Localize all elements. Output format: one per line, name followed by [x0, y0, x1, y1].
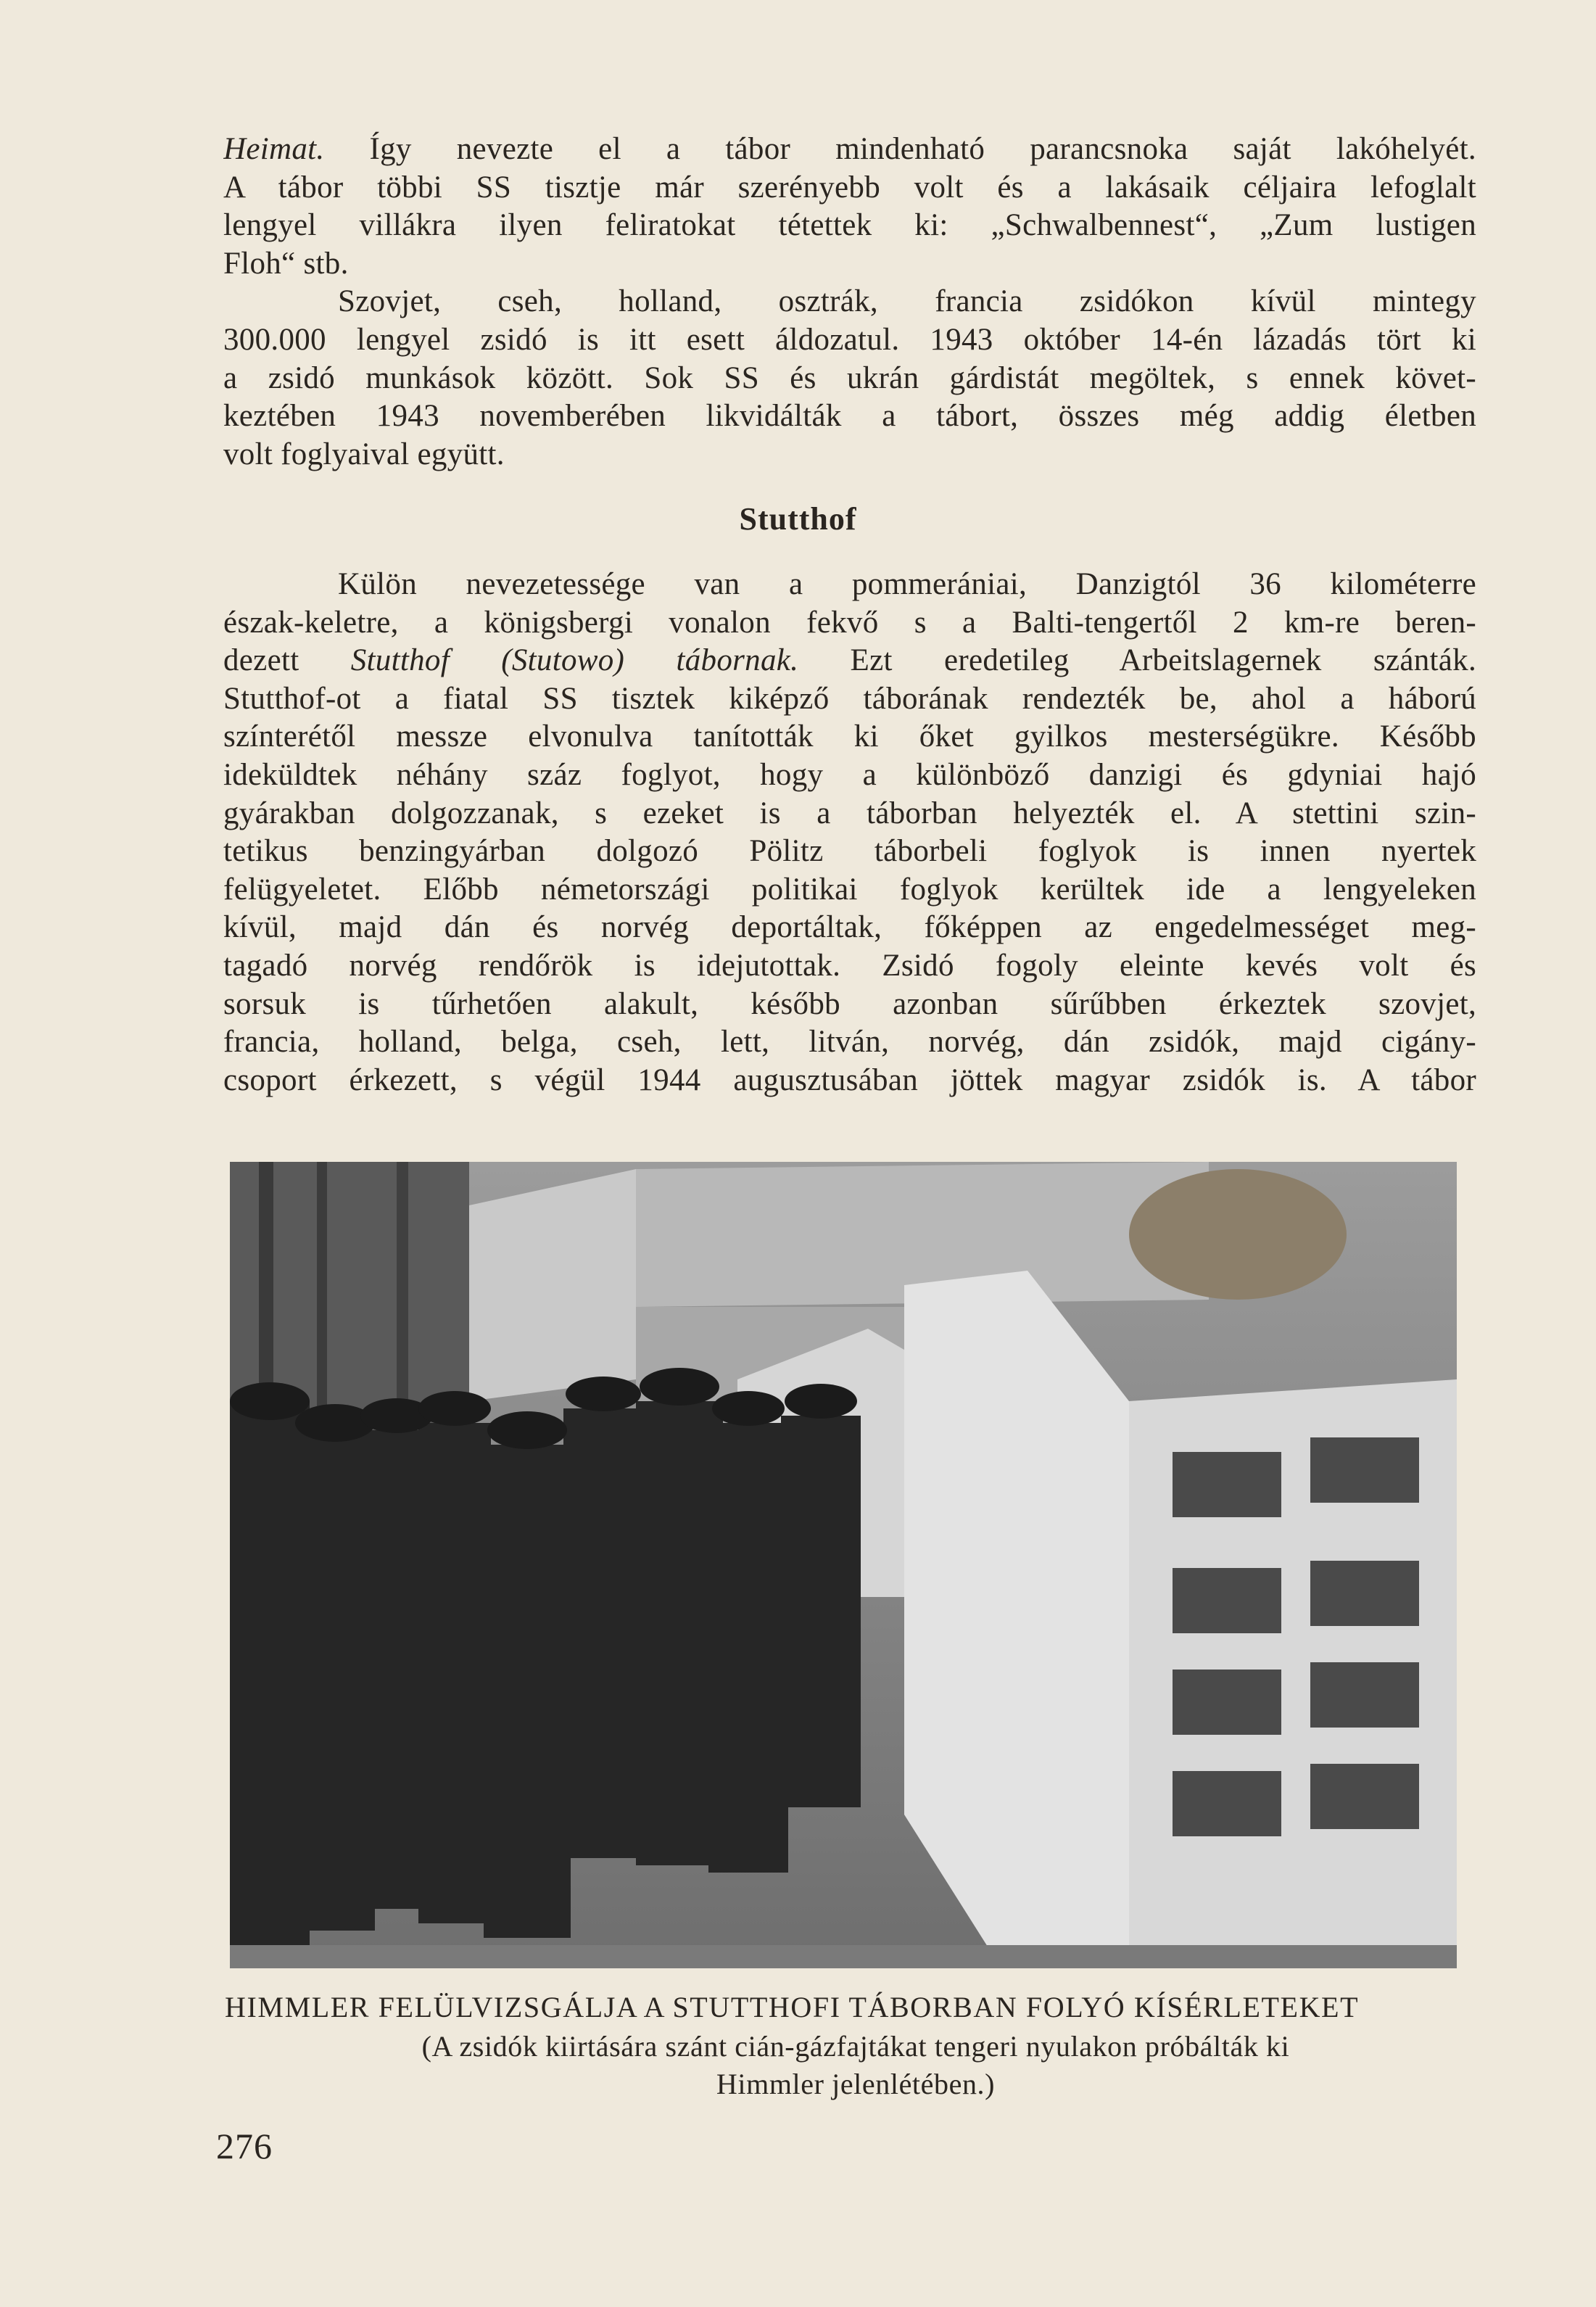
- text-line: [223, 131, 1476, 169]
- intro-paragraphs: [223, 131, 1476, 474]
- text-line: tagadó norvég rendőrök is idejutottak. Zsidó fogoly eleinte kevés volt és: [223, 948, 1476, 983]
- text-line: francia, holland, belga, cseh, lett, litván, norvég, dán zsidók, majd cigány-: [223, 1025, 1476, 1060]
- text-line: felügyeletet. Előbb németországi politikai foglyok kerültek ide a lengyeleken: [223, 872, 1476, 907]
- text-line: [223, 642, 1476, 680]
- text-line: észak-keletre, a königsbergi vonalon fekvő s a Balti-tengertől 2 km-re beren-: [223, 605, 1476, 640]
- text-line: gyárakban dolgozzanak, s ezeket is a táborban helyezték el. A stettini szin-: [223, 796, 1476, 830]
- text-line: kívül, majd dán és norvég deportáltak, főképpen az engedelmességet meg-: [223, 910, 1476, 945]
- text-line: tetikus benzingyárban dolgozó Pölitz táborbeli foglyok is innen nyertek: [223, 834, 1476, 869]
- text-line: Floh“ stb.: [223, 246, 349, 281]
- text-line: Stutthof-ot a fiatal SS tisztek kiképző táborának rendezték be, ahol a háború: [223, 681, 1476, 716]
- text-line: színterétől messze elvonulva tanították ki őket gyilkos mesterségükre. Később: [223, 719, 1476, 754]
- stutthof-paragraph: [223, 566, 1476, 1099]
- text-line: volt foglyaival együtt.: [223, 437, 505, 471]
- camp-name-italic: Stutthof (Stutowo) tábornak.: [350, 643, 799, 678]
- section-heading: Stutthof: [739, 501, 857, 537]
- text-line: a zsidó munkások között. Sok SS és ukrán gárdistát megöltek, s ennek követ-: [223, 360, 1476, 395]
- text-line: Külön nevezetessége van a pommerániai, Danzigtól 36 kilométerre: [338, 567, 1476, 601]
- text-line: Szovjet, cseh, holland, osztrák, francia zsidókon kívül mintegy: [338, 284, 1476, 319]
- text-line: keztében 1943 novemberében likvidálták a tábort, összes még addig életben: [223, 399, 1476, 434]
- text-line: lengyel villákra ilyen feliratokat tétettek ki: „Schwalbennest“, „Zum lustigen: [223, 208, 1476, 243]
- text-line-rest: Így nevezte el a tábor mindenható parancsnoka saját lakóhelyét.: [369, 132, 1476, 166]
- caption-subtitle: [225, 2028, 1487, 2103]
- text-line: A tábor többi SS tisztje már szerényebb volt és a lakásaik céljaira lefoglalt: [223, 170, 1476, 205]
- text-line: sorsuk is tűrhetően alakult, később azonban sűrűbben érkeztek szovjet,: [223, 986, 1476, 1021]
- photograph-illustration: [230, 1162, 1457, 1968]
- text-line: csoport érkezett, s végül 1944 augusztusában jöttek magyar zsidók is. A tábor: [223, 1062, 1476, 1097]
- text-fragment: dezett: [223, 643, 351, 678]
- text-line: 300.000 lengyel zsidó is itt esett áldozatul. 1943 október 14-én lázadás tört ki: [223, 322, 1476, 357]
- caption-line: (A zsidók kiirtására szánt cián-gázfajtákat tengeri nyulakon próbálták ki: [421, 2030, 1290, 2063]
- page-number: 276: [216, 2126, 273, 2166]
- caption-line: Himmler jelenlétében.): [716, 2068, 996, 2100]
- photograph: [230, 1162, 1457, 1968]
- heimat-word: Heimat.: [223, 132, 325, 166]
- text-fragment: Ezt eredetileg Arbeitslagernek szánták.: [798, 643, 1476, 678]
- caption-title: HIMMLER FELÜLVIZSGÁLJA A STUTTHOFI TÁBORBAN FOLYÓ KÍSÉRLETEKET: [225, 1991, 1360, 2023]
- text-line: ideküldtek néhány száz foglyot, hogy a különböző danzigi és gdyniai hajó: [223, 757, 1476, 792]
